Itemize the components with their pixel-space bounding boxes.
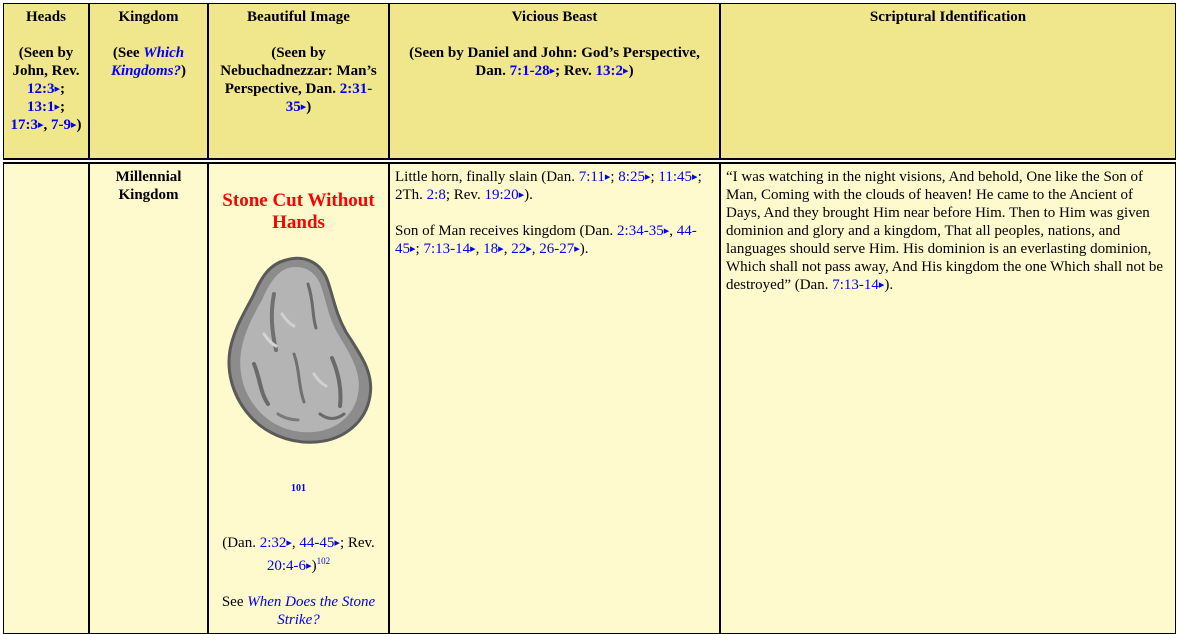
header-heads-title: Heads xyxy=(25,9,66,25)
ref-link-dan-7-1-28[interactable]: 7:1-28 ▸ xyxy=(510,63,556,79)
header-heads: Heads (Seen by John, Rev. 12:3 ▸ ; 13:1 ▸ ; 17:3 ▸ , 7-9 ▸ ) xyxy=(3,3,89,159)
header-scripture-title: Scriptural Identification xyxy=(869,9,1027,25)
header-row xyxy=(3,3,1176,159)
ref-link-rev-17-7-9[interactable]: 7-9 ▸ xyxy=(51,117,77,133)
footnote-101-link[interactable]: 101 xyxy=(291,483,306,494)
header-image-title: Beautiful Image xyxy=(247,9,350,25)
cell-image: Stone Cut Without Hands 101 (Dan. 2:32 ▸ , 44-45 ▸ ; Rev. 20:4-6 ▸ )$^{102}$ See When Does the Stone Strike? xyxy=(208,163,389,634)
header-scripture xyxy=(720,3,1176,159)
ref-link-dan-7-11[interactable]: 7:11 ▸ xyxy=(579,169,611,185)
ref-link-rev-13-2[interactable]: 13:2 ▸ xyxy=(596,63,629,79)
beast-paragraph-2: Son of Man receives kingdom (Dan. 2:34-35 ▸ , 44-45 ▸ ; 7:13-14 ▸ , 18 ▸ , 22 ▸ , 26-27 ▸ ). xyxy=(395,222,714,258)
stone-title: Stone Cut Without Hands xyxy=(222,190,375,233)
cell-beast xyxy=(389,163,720,634)
ref-link-dan-7-26-27[interactable]: 26-27 ▸ xyxy=(539,241,580,257)
header-image: Beautiful Image (Seen by Nebuchadnezzar: Man’s Perspective, Dan. 2:31-35 ▸ ) xyxy=(208,3,389,159)
ref-link-dan-2-44-45[interactable]: 44-45 ▸ xyxy=(299,535,340,551)
ref-link-dan-2-44-45-b[interactable]: 44-45 ▸ xyxy=(395,223,697,257)
ref-link-dan-11-45[interactable]: 11:45 ▸ xyxy=(658,169,697,185)
beast-paragraph-1: Little horn, finally slain (Dan. 7:11 ▸ ; 8:25 ▸ ; 11:45 ▸ ; 2Th. 2:8; Rev. 19:20 ▸ ). xyxy=(395,168,714,204)
stone-icon xyxy=(224,254,374,444)
kingdom-name: Millennial Kingdom xyxy=(115,169,182,203)
ref-link-2th-2-8[interactable]: 2:8 xyxy=(426,187,446,203)
ref-link-rev-20-4-6[interactable]: 20:4-6 ▸ xyxy=(267,558,312,574)
ref-link-dan-7-22[interactable]: 22 ▸ xyxy=(511,241,532,257)
ref-link-dan-8-25[interactable]: 8:25 ▸ xyxy=(618,169,650,185)
ref-link-dan-7-13-14-b[interactable]: 7:13-14 ▸ xyxy=(832,277,884,293)
cell-heads xyxy=(3,163,89,634)
cell-scripture: “I was watching in the night visions, And behold, One like the Son of Man, Coming with the clouds of heaven! He came to the Ancient of Days, And they brought Him near before Him. Then to Him was given dominion and glory and a kingdom, That all peoples, nations, and languages should serve Him. His dominion is an everlasting dominion, Which shall not pass away, And His kingdom the one Which shall not be destroyed” (Dan. 7:13-14 ▸ ). xyxy=(720,163,1176,634)
ref-link-dan-2-34-35[interactable]: 2:34-35 ▸ xyxy=(617,223,669,239)
ref-link-rev-17-3[interactable]: 17:3 ▸ xyxy=(10,117,43,133)
header-beast-title: Vicious Beast xyxy=(511,9,598,25)
ref-link-dan-2-31-35[interactable]: 2:31-35 ▸ xyxy=(286,81,373,115)
footnote-102-link[interactable]: 102 xyxy=(316,556,331,566)
header-kingdom-title: Kingdom xyxy=(118,9,179,25)
scripture-quote: “I was watching in the night visions, And behold, One like the Son of Man, Coming with the clouds of heaven! He came to the Ancient of Days, And they brought Him near before Him. Then to Him was given dominion and glory and a kingdom, That all peoples, nations, and languages should serve Him. His dominion is an everlasting dominion, Which shall not pass away, And His kingdom the one Which shall not be destroyed” (Dan. xyxy=(726,169,1164,293)
ref-link-dan-7-13-14[interactable]: 7:13-14 ▸ xyxy=(423,241,475,257)
ref-link-rev-19-20[interactable]: 19:20 ▸ xyxy=(484,187,524,203)
ref-link-rev-12-3[interactable]: 12:3 ▸ xyxy=(27,81,60,97)
table-row xyxy=(3,163,1176,634)
ref-link-rev-13-1[interactable]: 13:1 ▸ xyxy=(27,99,60,115)
header-beast: Vicious Beast (Seen by Daniel and John: God’s Perspective, Dan. 7:1-28 ▸ ; Rev. 13:2 ▸ ) xyxy=(389,3,720,159)
ref-link-dan-7-18[interactable]: 18 ▸ xyxy=(483,241,504,257)
cell-kingdom xyxy=(89,163,208,634)
when-does-stone-strike-link[interactable]: When Does the Stone Strike? xyxy=(247,594,376,628)
header-kingdom: Kingdom (See Which Kingdoms?) xyxy=(89,3,208,159)
which-kingdoms-link[interactable]: Which Kingdoms? xyxy=(110,45,185,79)
ref-link-dan-2-32[interactable]: 2:32 ▸ xyxy=(260,535,292,551)
kingdoms-table xyxy=(3,3,1176,634)
